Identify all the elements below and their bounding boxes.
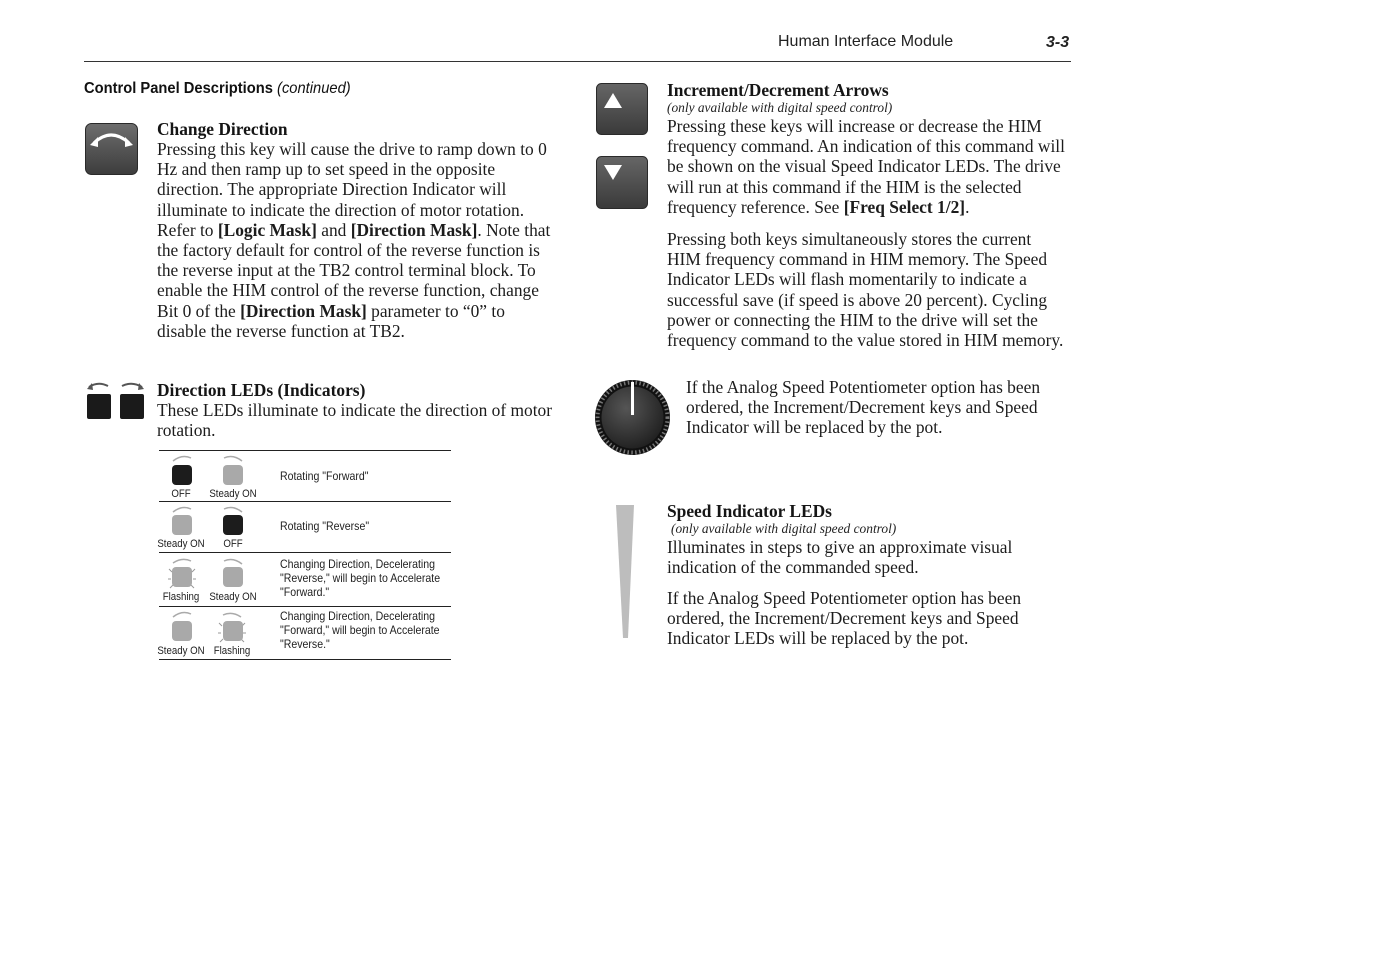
left-state-label: Flashing [162, 591, 200, 603]
digital-only-note: (only available with digital speed control) [667, 100, 893, 115]
param-logic-mask: [Logic Mask] [217, 219, 317, 240]
page-number: 3-3 [1046, 34, 1070, 51]
led-left-steady [172, 515, 192, 535]
table-row [159, 607, 451, 659]
increment-decrement-text [667, 116, 1067, 217]
section-title-suffix: (continued) [277, 80, 351, 97]
param-direction-mask: [Direction Mask] [350, 219, 478, 240]
section-title [84, 80, 351, 98]
description-line: Rotating "Forward" [280, 469, 369, 483]
led-right-steady [223, 465, 243, 485]
text-run: parameter to “0” to disable the reverse function at TB2. [157, 300, 505, 341]
change-direction-section [157, 119, 557, 341]
text-run: Pressing these keys will increase or decrease the HIM frequency command. An indication of this command will be shown on the visual Speed Indicator LEDs. The drive will run at this command if the HIM is the selected frequency reference. See [667, 116, 1065, 217]
led-left-off [172, 465, 192, 485]
pot-replacement-text: If the Analog Speed Potentiometer option has been ordered, the Increment/Decrement keys and Speed Indicator will be replaced by the pot. [686, 377, 1041, 438]
change-direction-key-icon [85, 123, 138, 175]
description-line: "Reverse." [280, 637, 330, 651]
increment-decrement-text-2: Pressing both keys simultaneously stores the current HIM frequency command in HIM memory. The Speed Indicator LEDs will flash momentarily to indicate a successful save (if speed is above 20 percent). Cycling power or connecting the HIM to the drive will set the frequency command to the value stored in HIM memory. [667, 229, 1064, 351]
speed-indicator-heading: Speed Indicator LEDs [667, 501, 832, 521]
table-row [159, 502, 451, 552]
direction-leds-section [157, 380, 557, 440]
led-right-off [223, 515, 243, 535]
speed-potentiometer-knob-icon [594, 379, 671, 456]
digital-only-note: (only available with digital speed control) [671, 521, 897, 536]
ccw-arrow-icon [171, 609, 193, 619]
section-title-text: Control Panel Descriptions [84, 80, 273, 97]
text-run: and [316, 219, 351, 240]
decrement-arrow-key-icon [596, 156, 648, 209]
led-right-steady [223, 567, 243, 587]
description-line: "Forward." [280, 585, 330, 599]
led-right-flashing [223, 621, 243, 641]
description-line: Changing Direction, Decelerating [280, 609, 435, 623]
text-run: Pressing this key will cause the drive to ramp down to 0 Hz and then ramp up to set speed in the opposite direction. The appropriate Direction Indicator will illuminate to indicate the direction of motor rotation. Refer to [157, 139, 547, 240]
description-line: "Reverse," will begin to Accelerate [280, 571, 441, 585]
left-state-label: Steady ON [157, 538, 205, 550]
direction-leds-text: These LEDs illuminate to indicate the direction of motor rotation. [157, 400, 553, 441]
description-line: "Forward," will begin to Accelerate [280, 623, 440, 637]
right-state-label: Steady ON [209, 488, 257, 500]
ccw-arrow-icon [171, 504, 193, 514]
running-header-title: Human Interface Module [778, 33, 954, 50]
table-rule [159, 659, 451, 660]
right-state-label: OFF [223, 538, 243, 550]
table-row [159, 450, 451, 501]
cw-arrow-icon [222, 453, 244, 463]
row-description [280, 557, 440, 599]
description-line: Changing Direction, Decelerating [280, 557, 435, 571]
change-direction-text [157, 139, 557, 341]
cw-arrow-icon [222, 504, 244, 514]
led-left-steady [172, 621, 192, 641]
direction-leds-heading: Direction LEDs (Indicators) [157, 380, 366, 400]
led-left-flashing [172, 567, 192, 587]
change-direction-heading: Change Direction [157, 119, 288, 139]
left-state-label: Steady ON [157, 645, 205, 657]
direction-leds-icon [86, 381, 146, 421]
speed-indicator-leds-icon [616, 505, 636, 640]
description-line: Rotating "Reverse" [280, 519, 370, 533]
right-state-label: Flashing [213, 645, 251, 657]
ccw-arrow-icon [171, 453, 193, 463]
param-direction-mask: [Direction Mask] [240, 300, 367, 321]
increment-decrement-heading: Increment/Decrement Arrows [667, 80, 889, 100]
row-description [280, 519, 369, 533]
text-run: . [965, 196, 970, 217]
increment-arrow-key-icon [596, 83, 648, 135]
increment-decrement-section [667, 80, 1067, 217]
row-description [280, 609, 440, 651]
table-row [159, 553, 451, 606]
param-freq-select: [Freq Select 1/2] [843, 196, 966, 217]
right-state-label: Steady ON [209, 591, 257, 603]
speed-indicator-text-2: If the Analog Speed Potentiometer option has been ordered, the Increment/Decrement keys and Speed Indicator LEDs will be replaced by the pot. [667, 588, 1022, 649]
left-state-label: OFF [171, 488, 191, 500]
header-rule [84, 61, 1071, 62]
text-run: . Note that the factory default for control of the reverse function is the reverse input at the TB2 control terminal block. To enable the HIM control of the reverse function, change Bit 0 of the [157, 219, 551, 321]
speed-indicator-text: Illuminates in steps to give an approximate visual indication of the commanded speed. [667, 537, 1013, 578]
speed-indicator-section [667, 501, 1067, 577]
cw-arrow-icon [222, 556, 244, 566]
row-description [280, 469, 368, 483]
